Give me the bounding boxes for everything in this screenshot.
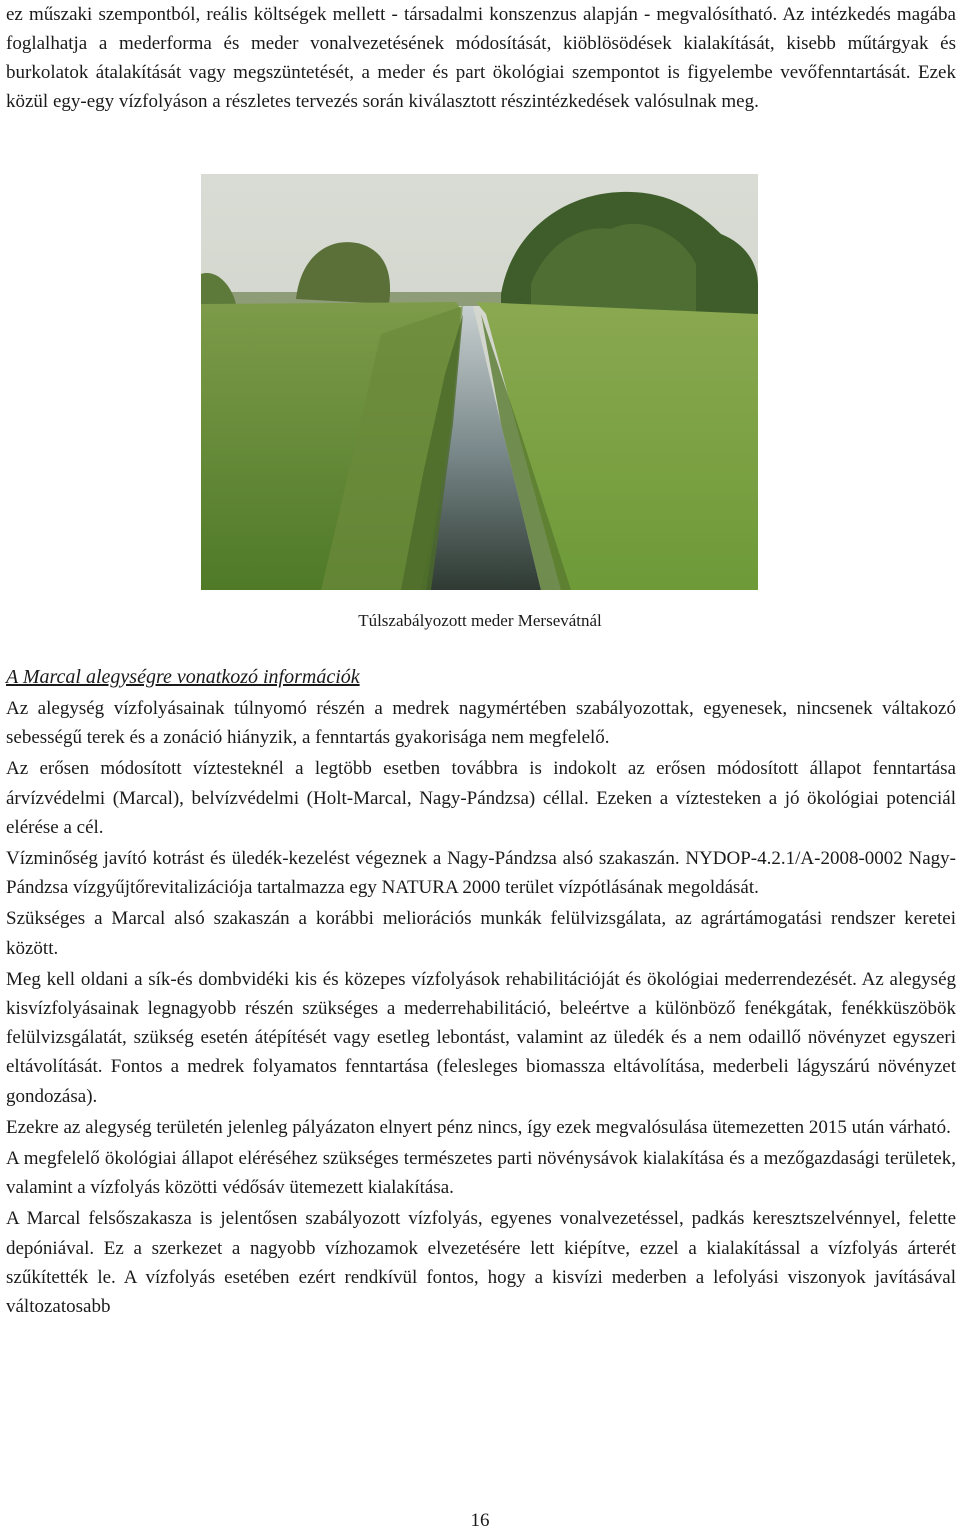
paragraph: Meg kell oldani a sík-és dombvidéki kis és közepes vízfolyások rehabilitációját és ökológiai mederrendezését. Az alegység kisvízfolyásainak legnagyobb részén szükséges a mederrehabilitáció, beleértve a különböző fenékgátak, fenékküszöbök felülvizsgálatát, szükség esetén átépítését vagy esetleg lebontást, valamint az üledék és a nem odaillő növényzet egyszeri eltávolítását. Fontos a medrek folyamatos fenntartása (felesleges biomassza eltávolítása, mederbeli lágyszárú növényzet gondozása). [6, 968, 956, 1107]
intro-paragraph: ez műszaki szempontból, reális költségek mellett - társadalmi konszenzus alapján - megvalósítható. Az intézkedés magába foglalhatja a mederforma és meder vonalvezetésének módosítását, kiöblösödések kialakítását, kisebb műtárgyak és burkolatok átalakítását vagy megszüntetését, a meder és part ökológiai szempontot is figyelembe vevőfenntartását. Ezek közül egy-egy vízfolyáson a részletes tervezés során kiválasztott részintézkedések valósulnak meg. [6, 4, 956, 112]
page-number: 16 [470, 1510, 490, 1531]
paragraph: A Marcal felsőszakasza is jelentősen szabályozott vízfolyás, egyenes vonalvezetéssel, padkás keresztszelvénnyel, felette depóniával. Ez a szerkezet a nagyobb vízhozamok elvezetésére lett kiépítve, ezzel a kialakítással a vízfolyás árterét szűkítették le. A vízfolyás esetében ezért rendkívül fontos, hogy a kisvízi mederben a lefolyási viszonyok javításával változatosabb [6, 1208, 956, 1318]
figure-caption: Túlszabályozott meder Mersevátnál [358, 611, 602, 630]
body-text [6, 694, 956, 1323]
paragraph: Ezekre az alegység területén jelenleg pályázaton elnyert pénz nincs, így ezek megvalósulása ütemezetten 2015 után várható. [6, 1116, 951, 1138]
paragraph: Az alegység vízfolyásainak túlnyomó részén a medrek nagymértében szabályozottak, egyenesek, nincsenek váltakozó sebességű terek és a zonáció hiányzik, a fenntartás gyakorisága nem megfelelő. [6, 698, 956, 749]
section-heading: A Marcal alegységre vonatkozó információk [6, 666, 360, 688]
paragraph: Vízminőség javító kotrást és üledék-kezelést végeznek a Nagy-Pándzsa alsó szakaszán. NYDOP-4.2.1/A-2008-0002 Nagy-Pándzsa vízgyűjtőrevitalizációja tartalmazza egy NATURA 2000 terület vízpótlásának megoldását. [6, 848, 956, 899]
paragraph: Szükséges a Marcal alsó szakaszán a korábbi meliorációs munkák felülvizsgálata, az agrártámogatási rendszer keretei között. [6, 908, 956, 959]
river-photo [201, 174, 758, 590]
paragraph: Az erősen módosított víztesteknél a legtöbb esetben továbbra is indokolt az erősen módosított állapot fenntartása árvízvédelmi (Marcal), belvízvédelmi (Holt-Marcal, Nagy-Pándzsa) céllal. Ezeken a víztesteken a jó ökológiai potenciál elérése a cél. [6, 758, 956, 838]
paragraph: A megfelelő ökológiai állapot eléréséhez szükséges természetes parti növénysávok kialakítása és a mezőgazdasági területek, valamint a vízfolyás közötti védősáv ütemezett kialakítása. [6, 1148, 956, 1199]
